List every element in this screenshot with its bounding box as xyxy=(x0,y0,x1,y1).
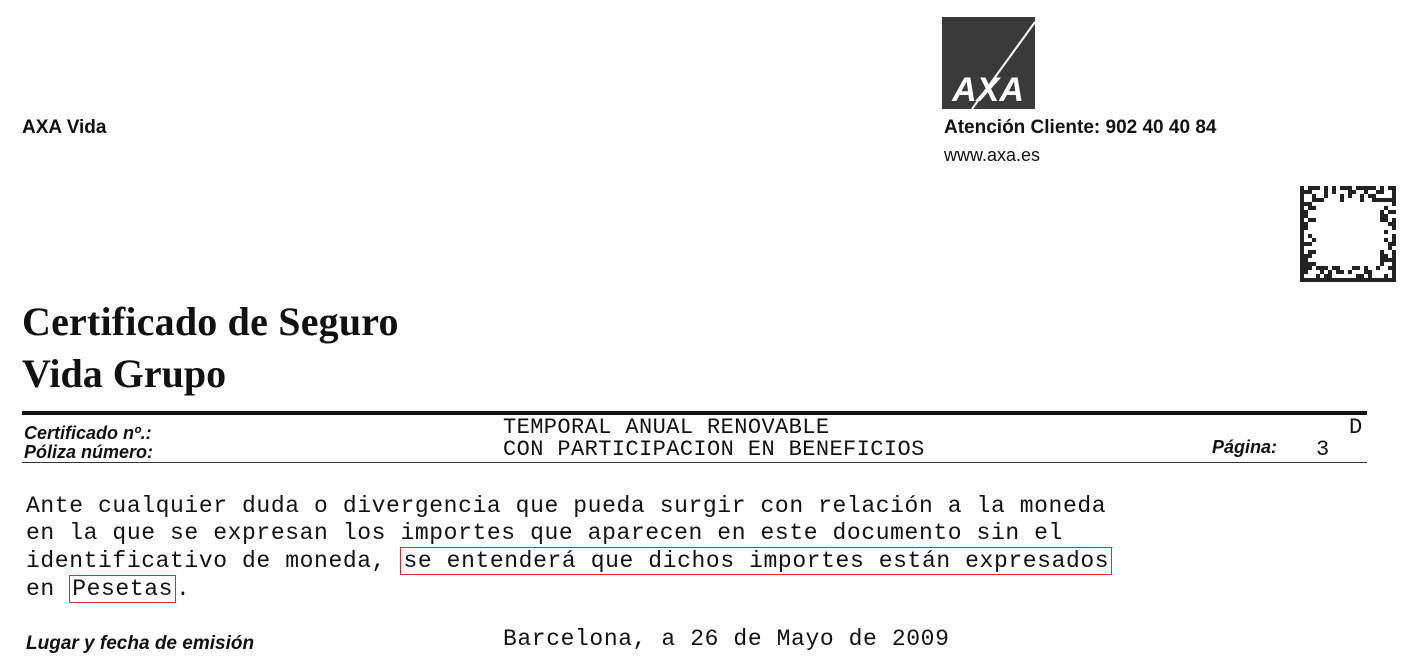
datamatrix-module xyxy=(1388,242,1392,246)
datamatrix-module xyxy=(1388,222,1392,226)
datamatrix-module xyxy=(1348,270,1352,274)
datamatrix-module xyxy=(1360,186,1364,190)
datamatrix-module xyxy=(1392,210,1396,214)
datamatrix-module xyxy=(1368,278,1372,282)
datamatrix-module xyxy=(1324,274,1328,278)
datamatrix-module xyxy=(1392,266,1396,270)
datamatrix-module xyxy=(1380,278,1384,282)
datamatrix-module xyxy=(1376,266,1380,270)
datamatrix-module xyxy=(1360,274,1364,278)
datamatrix-module xyxy=(1316,278,1320,282)
datamatrix-module xyxy=(1304,242,1308,246)
datamatrix-module xyxy=(1384,258,1388,262)
datamatrix-module xyxy=(1384,218,1388,222)
datamatrix-module xyxy=(1304,210,1308,214)
currency-notice-line3 xyxy=(26,548,1112,575)
page-label: Página: xyxy=(1212,437,1278,457)
page-number: 3 xyxy=(1316,437,1330,462)
datamatrix-module xyxy=(1340,278,1344,282)
datamatrix-module xyxy=(1392,234,1396,238)
datamatrix-module xyxy=(1312,198,1316,202)
datamatrix-module xyxy=(1356,186,1360,190)
datamatrix-module xyxy=(1300,186,1304,190)
datamatrix-module xyxy=(1324,194,1328,198)
datamatrix-module xyxy=(1324,266,1328,270)
datamatrix-module xyxy=(1384,254,1388,258)
certificate-number-redacted xyxy=(200,417,330,439)
datamatrix-module xyxy=(1392,222,1396,226)
datamatrix-module xyxy=(1356,266,1360,270)
currency-notice-line4-end: . xyxy=(176,576,191,602)
datamatrix-module xyxy=(1340,198,1344,202)
datamatrix-module xyxy=(1304,258,1308,262)
highlighted-phrase: se entenderá que dichos importes están expresados xyxy=(400,547,1112,575)
datamatrix-module xyxy=(1308,218,1312,222)
datamatrix-module xyxy=(1352,190,1356,194)
datamatrix-module xyxy=(1380,218,1384,222)
datamatrix-module xyxy=(1308,242,1312,246)
datamatrix-module xyxy=(1304,226,1308,230)
datamatrix-module xyxy=(1304,254,1308,258)
datamatrix-module xyxy=(1300,234,1304,238)
datamatrix-module xyxy=(1392,186,1396,190)
issue-place-date-label: Lugar y fecha de emisión xyxy=(26,633,255,654)
datamatrix-module xyxy=(1304,270,1308,274)
datamatrix-module xyxy=(1312,250,1316,254)
datamatrix-module xyxy=(1372,186,1376,190)
datamatrix-module xyxy=(1304,190,1308,194)
datamatrix-module xyxy=(1388,246,1392,250)
datamatrix-module xyxy=(1300,250,1304,254)
datamatrix-module xyxy=(1384,278,1388,282)
datamatrix-module xyxy=(1392,194,1396,198)
customer-service-line xyxy=(944,117,1216,139)
datamatrix-module xyxy=(1300,258,1304,262)
policy-number-redacted xyxy=(200,440,400,462)
datamatrix-module xyxy=(1312,218,1316,222)
datamatrix-module xyxy=(1336,278,1340,282)
highlighted-currency: Pesetas xyxy=(69,575,176,603)
datamatrix-module xyxy=(1308,278,1312,282)
datamatrix-module xyxy=(1384,274,1388,278)
datamatrix-module xyxy=(1392,202,1396,206)
datamatrix-module xyxy=(1360,278,1364,282)
datamatrix-module xyxy=(1320,198,1324,202)
datamatrix-module xyxy=(1392,226,1396,230)
datamatrix-module xyxy=(1300,278,1304,282)
datamatrix-module xyxy=(1304,278,1308,282)
datamatrix-module xyxy=(1364,270,1368,274)
datamatrix-module xyxy=(1348,278,1352,282)
certificate-number-label: Certificado nº.: xyxy=(24,423,152,443)
datamatrix-module xyxy=(1316,274,1320,278)
datamatrix-module xyxy=(1392,242,1396,246)
datamatrix-module xyxy=(1308,262,1312,266)
datamatrix-module xyxy=(1392,238,1396,242)
datamatrix-module xyxy=(1308,266,1312,270)
info-rule xyxy=(22,462,1367,463)
datamatrix-module xyxy=(1380,198,1384,202)
datamatrix-module xyxy=(1300,202,1304,206)
datamatrix-module xyxy=(1360,194,1364,198)
datamatrix-module xyxy=(1368,186,1372,190)
currency-notice-line4-start: en xyxy=(26,576,70,602)
datamatrix-module xyxy=(1320,278,1324,282)
datamatrix-module xyxy=(1380,210,1384,214)
datamatrix-module xyxy=(1388,210,1392,214)
datamatrix-module xyxy=(1340,194,1344,198)
datamatrix-module xyxy=(1388,198,1392,202)
datamatrix-module xyxy=(1352,266,1356,270)
document-title: Certificado de Seguro xyxy=(22,299,399,344)
datamatrix-module xyxy=(1312,186,1316,190)
datamatrix-module xyxy=(1384,238,1388,242)
datamatrix-module xyxy=(1300,254,1304,258)
datamatrix-module xyxy=(1308,234,1312,238)
datamatrix-module xyxy=(1388,258,1392,262)
datamatrix-module xyxy=(1320,270,1324,274)
datamatrix-module xyxy=(1300,262,1304,266)
datamatrix-module xyxy=(1368,270,1372,274)
datamatrix-module xyxy=(1364,266,1368,270)
datamatrix-module xyxy=(1316,266,1320,270)
datamatrix-module xyxy=(1320,266,1324,270)
axa-logo xyxy=(942,17,1035,109)
datamatrix-module xyxy=(1380,258,1384,262)
datamatrix-module xyxy=(1304,222,1308,226)
datamatrix-module xyxy=(1392,278,1396,282)
datamatrix-module xyxy=(1380,186,1384,190)
datamatrix-module xyxy=(1340,186,1344,190)
document-subtitle: Vida Grupo xyxy=(22,351,227,396)
datamatrix-module xyxy=(1328,274,1332,278)
datamatrix-module xyxy=(1308,186,1312,190)
datamatrix-module xyxy=(1304,214,1308,218)
datamatrix-module xyxy=(1328,270,1332,274)
datamatrix-module xyxy=(1324,190,1328,194)
datamatrix-module xyxy=(1300,274,1304,278)
datamatrix-module xyxy=(1384,214,1388,218)
datamatrix-module xyxy=(1372,278,1376,282)
datamatrix-module xyxy=(1300,218,1304,222)
datamatrix-module xyxy=(1300,198,1304,202)
website-url: www.axa.es xyxy=(944,145,1041,165)
datamatrix-module xyxy=(1308,250,1312,254)
product-name-line2: CON PARTICIPACION EN BENEFICIOS xyxy=(503,437,925,462)
datamatrix-module xyxy=(1300,222,1304,226)
datamatrix-module xyxy=(1300,242,1304,246)
datamatrix-module xyxy=(1360,198,1364,202)
datamatrix-module xyxy=(1356,274,1360,278)
datamatrix-module xyxy=(1312,194,1316,198)
datamatrix-module xyxy=(1300,246,1304,250)
datamatrix-module xyxy=(1372,194,1376,198)
datamatrix-module xyxy=(1364,278,1368,282)
datamatrix-module xyxy=(1392,270,1396,274)
datamatrix-module xyxy=(1316,198,1320,202)
datamatrix-module xyxy=(1300,266,1304,270)
company-name: AXA Vida xyxy=(22,117,107,138)
datamatrix-module xyxy=(1332,190,1336,194)
datamatrix-module xyxy=(1300,194,1304,198)
currency-notice-line2: en la que se expresan los importes que aparecen en este documento sin el xyxy=(26,520,1063,546)
datamatrix-module xyxy=(1392,262,1396,266)
datamatrix-module xyxy=(1352,278,1356,282)
datamatrix-module xyxy=(1344,186,1348,190)
datamatrix-module xyxy=(1348,190,1352,194)
datamatrix-module xyxy=(1304,262,1308,266)
datamatrix-module xyxy=(1368,194,1372,198)
datamatrix-module xyxy=(1388,266,1392,270)
datamatrix-module xyxy=(1380,250,1384,254)
datamatrix-module xyxy=(1312,262,1316,266)
datamatrix-module xyxy=(1348,194,1352,198)
datamatrix-module xyxy=(1324,186,1328,190)
currency-notice-line1: Ante cualquier duda o divergencia que pueda surgir con relación a la moneda xyxy=(26,493,1107,519)
datamatrix-module xyxy=(1312,206,1316,210)
datamatrix-module xyxy=(1388,186,1392,190)
customer-service-phone: 902 40 40 84 xyxy=(1105,117,1217,138)
currency-notice-line4 xyxy=(26,576,190,603)
datamatrix-module xyxy=(1384,206,1388,210)
datamatrix-module xyxy=(1376,190,1380,194)
datamatrix-module xyxy=(1300,230,1304,234)
datamatrix-module xyxy=(1336,270,1340,274)
datamatrix-module xyxy=(1332,266,1336,270)
datamatrix-module xyxy=(1392,258,1396,262)
datamatrix-module xyxy=(1332,278,1336,282)
datamatrix-module xyxy=(1380,190,1384,194)
datamatrix-module xyxy=(1300,238,1304,242)
datamatrix-module xyxy=(1344,278,1348,282)
datamatrix-module xyxy=(1312,238,1316,242)
datamatrix-module xyxy=(1340,270,1344,274)
datamatrix-module xyxy=(1348,186,1352,190)
datamatrix-module xyxy=(1368,274,1372,278)
datamatrix-module xyxy=(1384,198,1388,202)
datamatrix-module xyxy=(1380,262,1384,266)
datamatrix-module xyxy=(1388,278,1392,282)
datamatrix-module xyxy=(1312,278,1316,282)
currency-notice-line3-start: identificativo de moneda, xyxy=(26,548,401,574)
code-letter: D xyxy=(1349,415,1363,440)
datamatrix-module xyxy=(1308,202,1312,206)
datamatrix-module xyxy=(1372,198,1376,202)
datamatrix-module xyxy=(1300,210,1304,214)
datamatrix-code xyxy=(1300,186,1396,282)
issue-place-date: Barcelona, a 26 de Mayo de 2009 xyxy=(503,626,950,652)
datamatrix-module xyxy=(1376,198,1380,202)
datamatrix-module xyxy=(1300,226,1304,230)
datamatrix-module xyxy=(1380,254,1384,258)
datamatrix-module xyxy=(1392,274,1396,278)
datamatrix-module xyxy=(1392,250,1396,254)
datamatrix-module xyxy=(1328,278,1332,282)
datamatrix-module xyxy=(1316,186,1320,190)
datamatrix-module xyxy=(1392,198,1396,202)
datamatrix-module xyxy=(1300,206,1304,210)
datamatrix-module xyxy=(1364,190,1368,194)
datamatrix-module xyxy=(1308,206,1312,210)
product-name-line1: TEMPORAL ANUAL RENOVABLE xyxy=(503,415,830,440)
datamatrix-module xyxy=(1304,202,1308,206)
svg-text:AXA: AXA xyxy=(952,71,1024,109)
datamatrix-module xyxy=(1300,214,1304,218)
datamatrix-module xyxy=(1392,218,1396,222)
datamatrix-module xyxy=(1356,278,1360,282)
datamatrix-module xyxy=(1324,278,1328,282)
datamatrix-module xyxy=(1376,278,1380,282)
datamatrix-module xyxy=(1308,254,1312,258)
datamatrix-module xyxy=(1384,230,1388,234)
datamatrix-module xyxy=(1380,214,1384,218)
datamatrix-module xyxy=(1392,254,1396,258)
datamatrix-module xyxy=(1392,190,1396,194)
datamatrix-module xyxy=(1300,190,1304,194)
datamatrix-module xyxy=(1336,266,1340,270)
policy-number-label: Póliza número: xyxy=(24,442,154,462)
datamatrix-module xyxy=(1364,186,1368,190)
customer-service-label: Atención Cliente: xyxy=(944,117,1101,138)
datamatrix-module xyxy=(1308,190,1312,194)
datamatrix-module xyxy=(1300,270,1304,274)
datamatrix-module xyxy=(1304,266,1308,270)
datamatrix-module xyxy=(1332,186,1336,190)
